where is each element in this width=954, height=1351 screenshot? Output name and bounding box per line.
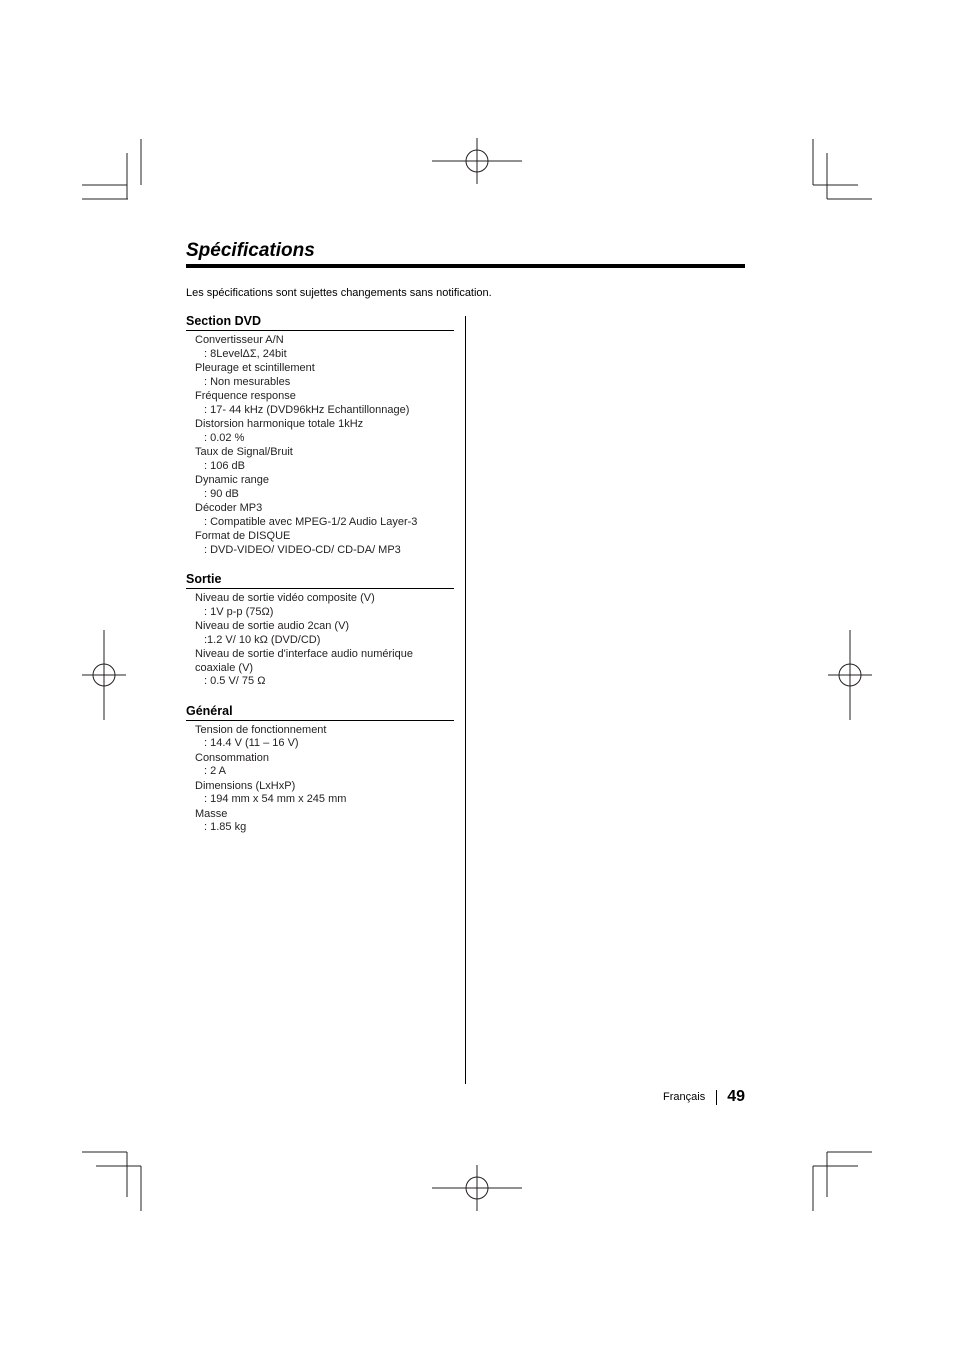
spec-name: Distorsion harmonique totale 1kHz [195, 418, 364, 430]
spec-name: Consommation [195, 751, 269, 764]
spec-name: Fréquence response [195, 390, 296, 402]
spec-value: : 8LevelΔΣ, 24bit [204, 347, 287, 360]
registration-mark-left [82, 630, 126, 720]
spec-value: : 14.4 V (11 – 16 V) [204, 737, 299, 749]
section-dvd [186, 313, 454, 557]
spec-name: Taux de Signal/Bruit [195, 446, 293, 458]
spec-value: : DVD-VIDEO/ VIDEO-CD/ CD-DA/ MP3 [204, 543, 401, 556]
spec-name: Niveau de sortie audio 2can (V) [195, 620, 350, 632]
page-footer [663, 1088, 745, 1106]
spec-name: Convertisseur A/N [195, 334, 284, 346]
spec-list [186, 331, 454, 557]
page-number: 49 [727, 1088, 745, 1105]
spec-value: : 1V p-p (75Ω) [204, 605, 274, 618]
crop-mark-top-left [82, 139, 141, 199]
registration-mark-right [828, 630, 872, 720]
spec-name: Dimensions (LxHxP) [195, 779, 296, 792]
footer-separator [716, 1090, 717, 1105]
intro-text: Les spécifications sont sujettes changements sans notification. [186, 287, 492, 299]
spec-name: Décoder MP3 [195, 502, 263, 514]
section-general [186, 703, 454, 835]
registration-mark-bottom [432, 1165, 522, 1211]
spec-name: Niveau de sortie d'interface audio numérique coaxiale (V) [195, 648, 413, 674]
section-heading: Section DVD [186, 313, 454, 331]
spec-value: : Compatible avec MPEG-1/2 Audio Layer-3 [204, 515, 418, 528]
spec-value: : 0.5 V/ 75 Ω [204, 675, 266, 687]
section-heading: Sortie [186, 571, 454, 589]
spec-name: Pleurage et scintillement [195, 362, 315, 374]
spec-value: : 17- 44 kHz (DVD96kHz Echantillonnage) [204, 403, 410, 416]
crop-mark-top-right [813, 139, 872, 199]
section-heading: Général [186, 703, 454, 721]
spec-value: : 106 dB [204, 459, 245, 472]
spec-value: : Non mesurables [204, 375, 291, 388]
title-underline [186, 264, 745, 268]
spec-value: :1.2 V/ 10 kΩ (DVD/CD) [204, 633, 321, 646]
spec-value: : 1.85 kg [204, 821, 247, 833]
crop-mark-bottom-left [82, 1152, 141, 1211]
spec-value: : 0.02 % [204, 431, 245, 444]
spec-name: Tension de fonctionnement [195, 723, 327, 736]
spec-value: : 194 mm x 54 mm x 245 mm [204, 793, 347, 805]
footer-language: Français [663, 1091, 706, 1103]
spec-name: Masse [195, 807, 228, 820]
spec-list [186, 589, 454, 689]
registration-mark-top [432, 138, 522, 184]
page-title: Spécifications [186, 240, 315, 261]
spec-list [186, 721, 454, 835]
column-divider [465, 316, 466, 1084]
section-sortie [186, 571, 454, 689]
spec-name: Format de DISQUE [195, 530, 291, 542]
spec-name: Dynamic range [195, 474, 269, 486]
crop-mark-bottom-right [813, 1152, 872, 1211]
spec-value: : 2 A [204, 765, 227, 777]
spec-column [186, 313, 454, 849]
spec-value: : 90 dB [204, 487, 239, 500]
spec-name: Niveau de sortie vidéo composite (V) [195, 592, 375, 604]
